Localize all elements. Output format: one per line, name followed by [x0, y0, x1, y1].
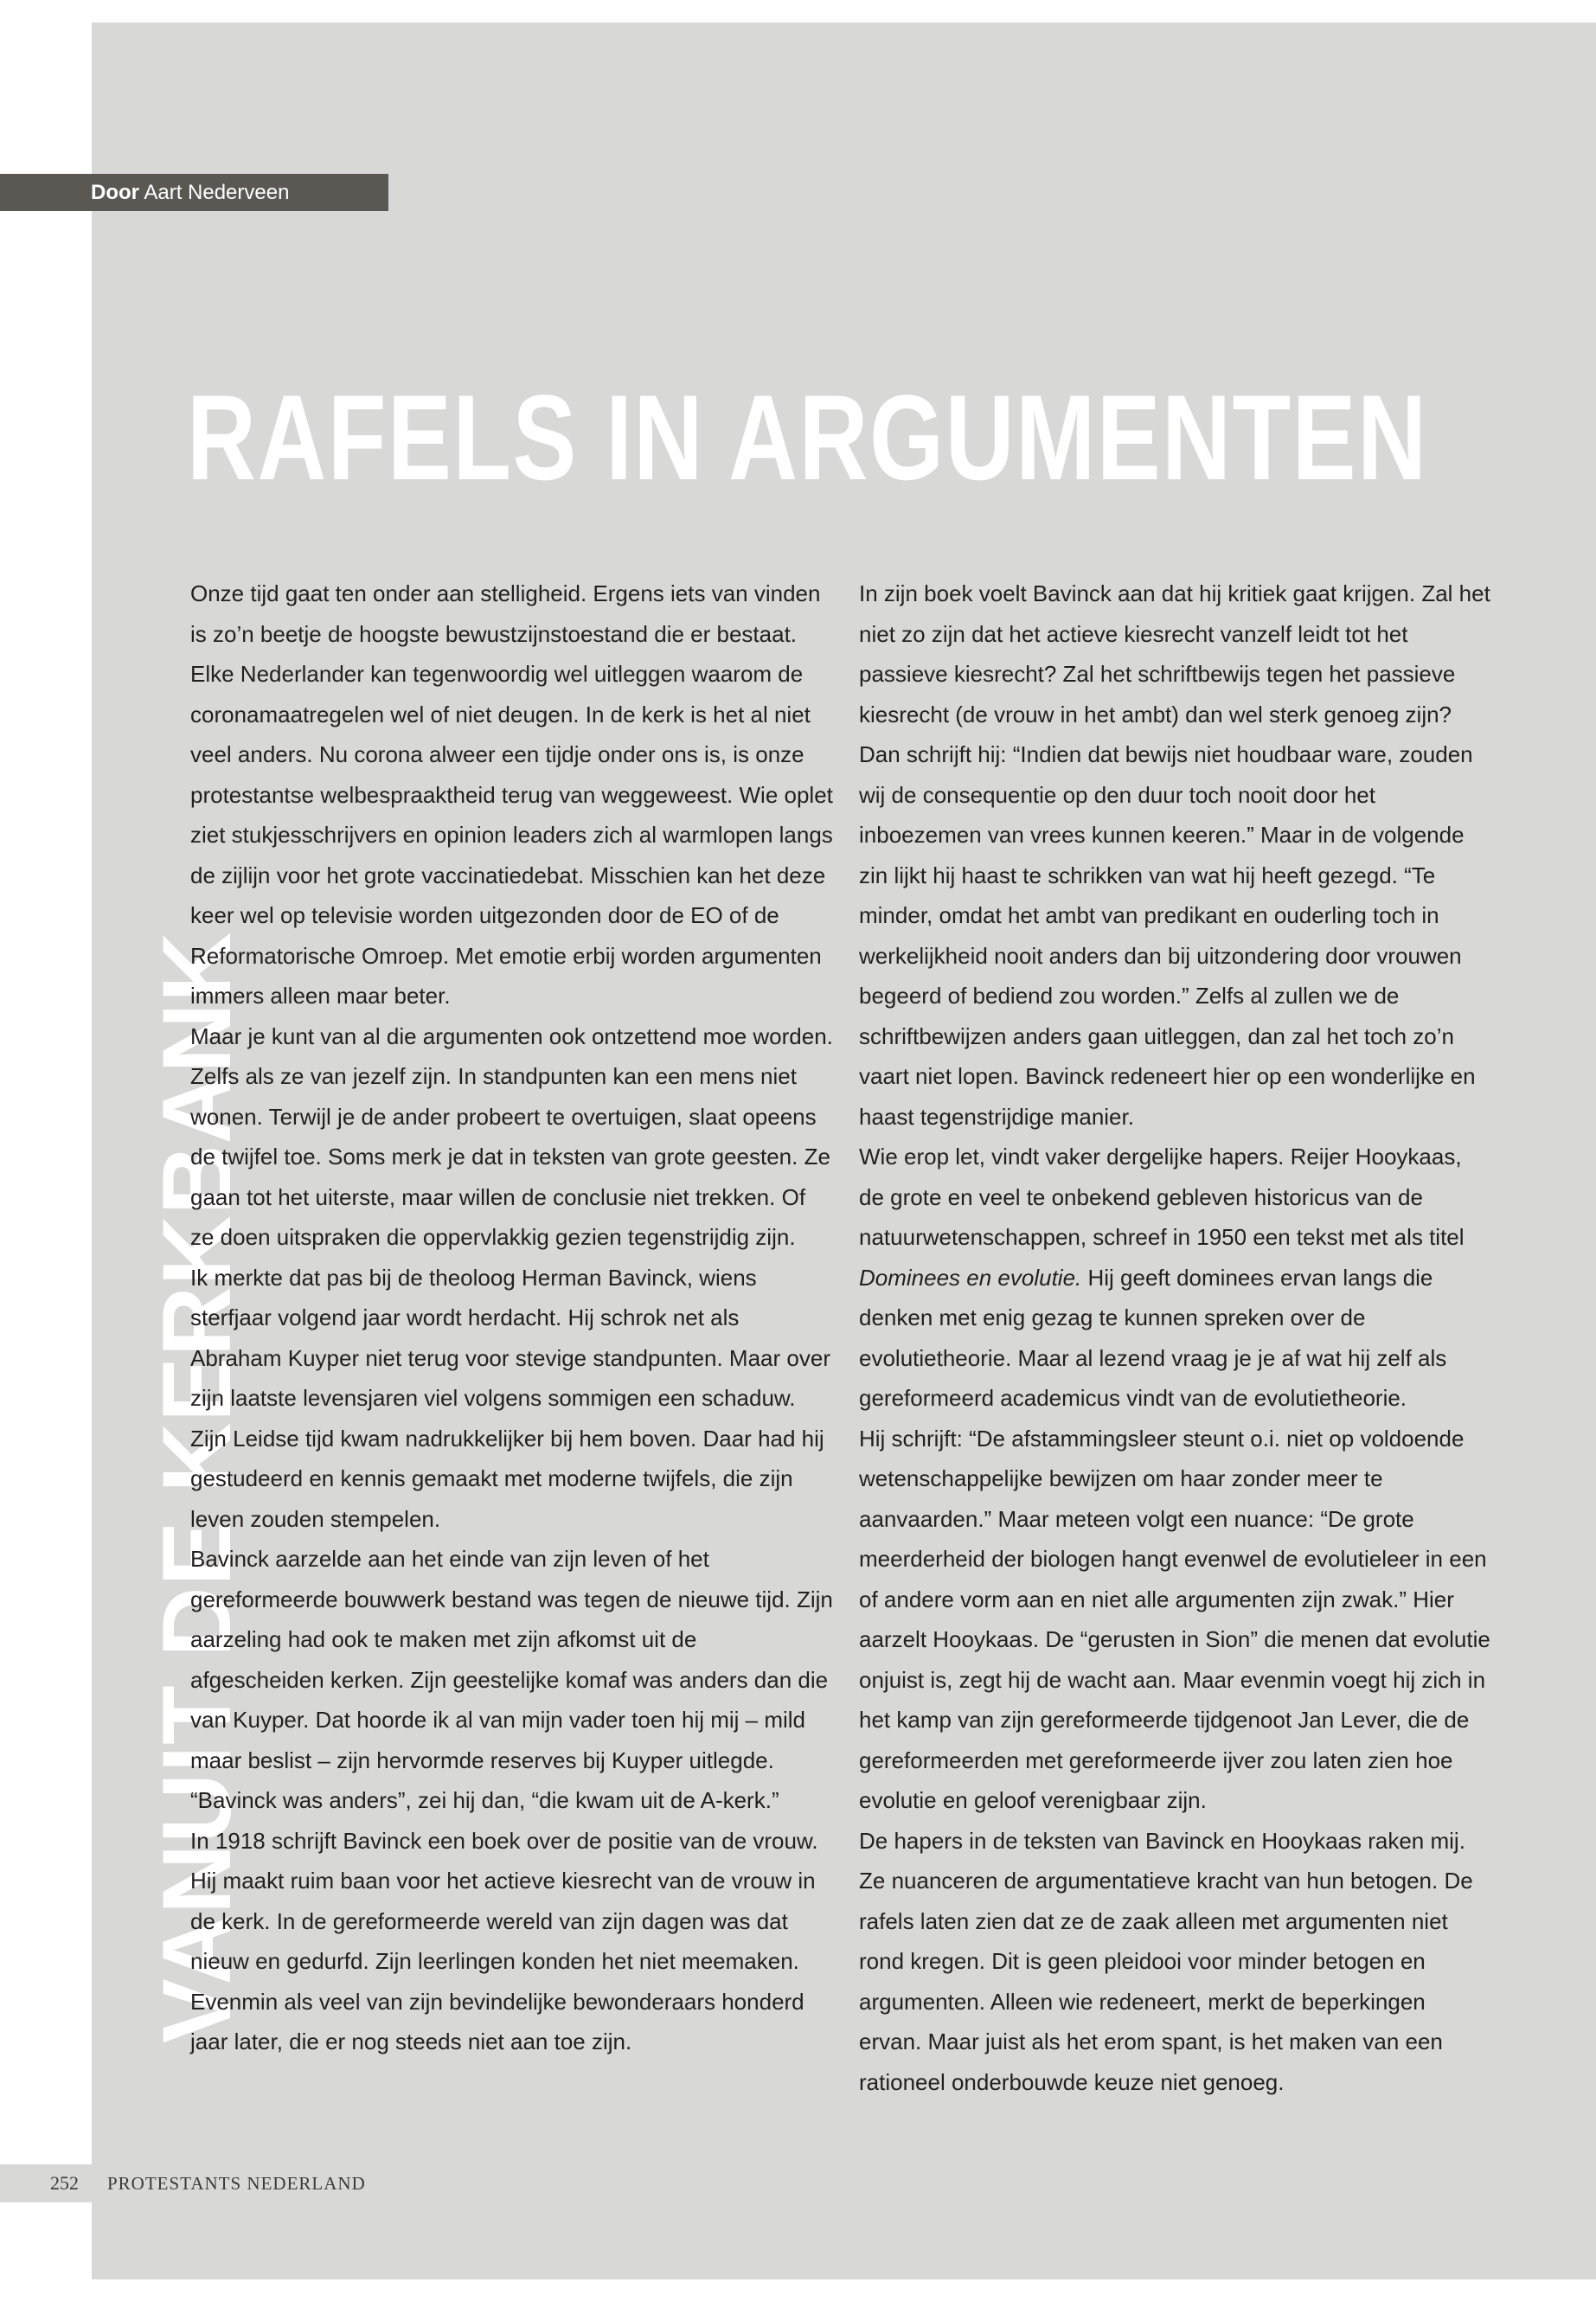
paragraph-text: Wie erop let, vindt vaker dergelijke hapers. Reijer Hooykaas, de grote en veel te onbekend gebleven historicus van de natuurwetenschappen, schreef in 1950 een tekst met als titel [859, 1144, 1465, 1250]
paragraph: De hapers in de teksten van Bavinck en Hooykaas raken mij. Ze nuanceren de argumentatieve kracht van hun betogen. De rafels laten zien dat ze de zaak alleen met argumenten niet rond kregen. Dit is geen pleidooi voor minder betogen en argumenten. Alleen wie redeneert, merkt de beperkingen ervan. Maar juist als het erom spant, is het maken van een rationeel onderbouwde keuze niet genoeg. [859, 1827, 1473, 2095]
paragraph: In zijn boek voelt Bavinck aan dat hij kritiek gaat krijgen. Zal het niet zo zijn dat het actieve kiesrecht vanzelf leidt tot het passieve kiesrecht? Zal het schriftbewijs tegen het passieve kiesrecht (de vrouw in het ambt) dan wel sterk genoeg zijn? Dan schrijft hij: “Indien dat bewijs niet houdbaar ware, zouden wij de consequentie op den duur toch nooit door het inboezemen van vrees kunnen keeren.” Maar in de volgende zin lijkt hij haast te schrikken van wat hij heeft gezegd. “Te minder, omdat het ambt van predikant en ouderling toch in werkelijkheid nooit anders dan bij uitzondering door vrouwen begeerd of bediend zou worden.” Zelfs al zullen we de schriftbewijzen anders gaan uitleggen, dan zal het toch zo’n vaart niet lopen. Bavinck redeneert hier op een wonderlijke en haast tegenstrijdige manier. [859, 580, 1490, 1130]
book-title: Dominees en evolutie. [859, 1264, 1082, 1291]
paragraph: Hij schrijft: “De afstammingsleer steunt o.i. niet op voldoende wetenschappelijke bewijzen om haar zonder meer te aanvaarden.” Maar meteen volgt een nuance: “De grote meerderheid der biologen hangt evenwel de evolutieleer in een of andere vorm aan en niet alle argumenten zijn zwak.” Hier aarzelt Hooykaas. De “gerusten in Sion” die menen dat evolutie onjuist is, zegt hij de wacht aan. Maar evenmin voegt hij zich in het kamp van zijn gereformeerde tijdgenoot Jan Lever, die de gereformeerden met gereformeerde ijver zou laten zien hoe evolutie en geloof verenigbaar zijn. [859, 1425, 1490, 1813]
article-column-left [190, 574, 835, 2062]
publication-name: PROTESTANTS NEDERLAND [107, 2173, 366, 2194]
article-column-right [859, 574, 1490, 2102]
byline-author: Aart Nederveen [144, 181, 290, 204]
paragraph-text: Hij geeft dominees ervan langs die denken met enig gezag te kunnen spreken over de evolutietheorie. Maar al lezend vraag je je af wat hij zelf als gereformeerd academicus vindt van de evolutietheorie. [859, 1264, 1447, 1411]
byline [91, 177, 289, 208]
paragraph: Ik merkte dat pas bij de theoloog Herman Bavinck, wiens sterfjaar volgend jaar wordt herdacht. Hij schrok net als Abraham Kuyper niet terug voor stevige standpunten. Maar over zijn laatste levensjaren viel volgens sommigen een schaduw. Zijn Leidse tijd kwam nadrukkelijker bij hem boven. Daar had hij gestudeerd en kennis gemaakt met moderne twijfels, die zijn leven zouden stempelen. [190, 1264, 830, 1532]
page-number: 252 [50, 2172, 79, 2194]
paragraph: Bavinck aarzelde aan het einde van zijn leven of het gereformeerde bouwwerk bestand was tegen de nieuwe tijd. Zijn aarzeling had ook te maken met zijn afkomst uit de afgescheiden kerken. Zijn geestelijke komaf was anders dan die van Kuyper. Dat hoorde ik al van mijn vader toen hij mij – mild maar beslist – zijn hervormde reserves bij Kuyper uitlegde. “Bavinck was anders”, zei hij dan, “die kwam uit de A-kerk.” [190, 1546, 833, 1813]
paragraph: In 1918 schrijft Bavinck een boek over de positie van de vrouw. Hij maakt ruim baan voor het actieve kiesrecht van de vrouw in de kerk. In de gereformeerde wereld van zijn dagen was dat nieuw en gedurfd. Zijn leerlingen konden het niet meemaken. Evenmin als veel van zijn bevindelijke bewonderaars honderd jaar later, die er nog steeds niet aan toe zijn. [190, 1827, 818, 2054]
article-title: RAFELS IN ARGUMENTEN [187, 369, 1428, 505]
section-label: VANUIT DE KERKBANK [143, 931, 251, 2043]
paragraph [859, 1137, 1490, 1419]
paragraph: Onze tijd gaat ten onder aan stelligheid. Ergens iets van vinden is zo’n beetje de hoogste bewustzijnstoestand die er bestaat. Elke Nederlander kan tegenwoordig wel uitleggen waarom de coronamaatregelen wel of niet deugen. In de kerk is het al niet veel anders. Nu corona alweer een tijdje onder ons is, is onze protestantse welbespraaktheid terug van weggeweest. Wie oplet ziet stukjesschrijvers en opinion leaders zich al warmlopen langs de zijlijn voor het grote vaccinatiedebat. Misschien kan het deze keer wel op televisie worden uitgezonden door de EO of de Reformatorische Omroep. Met emotie erbij worden argumenten immers alleen maar beter. [190, 580, 833, 1009]
byline-prefix: Door [91, 181, 139, 204]
paragraph: Maar je kunt van al die argumenten ook ontzettend moe worden. Zelfs als ze van jezelf zijn. In standpunten kan een mens niet wonen. Terwijl je de ander probeert te overtuigen, slaat opeens de twijfel toe. Soms merk je dat in teksten van grote geesten. Ze gaan tot het uiterste, maar willen de conclusie niet trekken. Of ze doen uitspraken die oppervlakkig gezien tegenstrijdig zijn. [190, 1022, 833, 1250]
section-label-wrap [88, 931, 251, 2043]
